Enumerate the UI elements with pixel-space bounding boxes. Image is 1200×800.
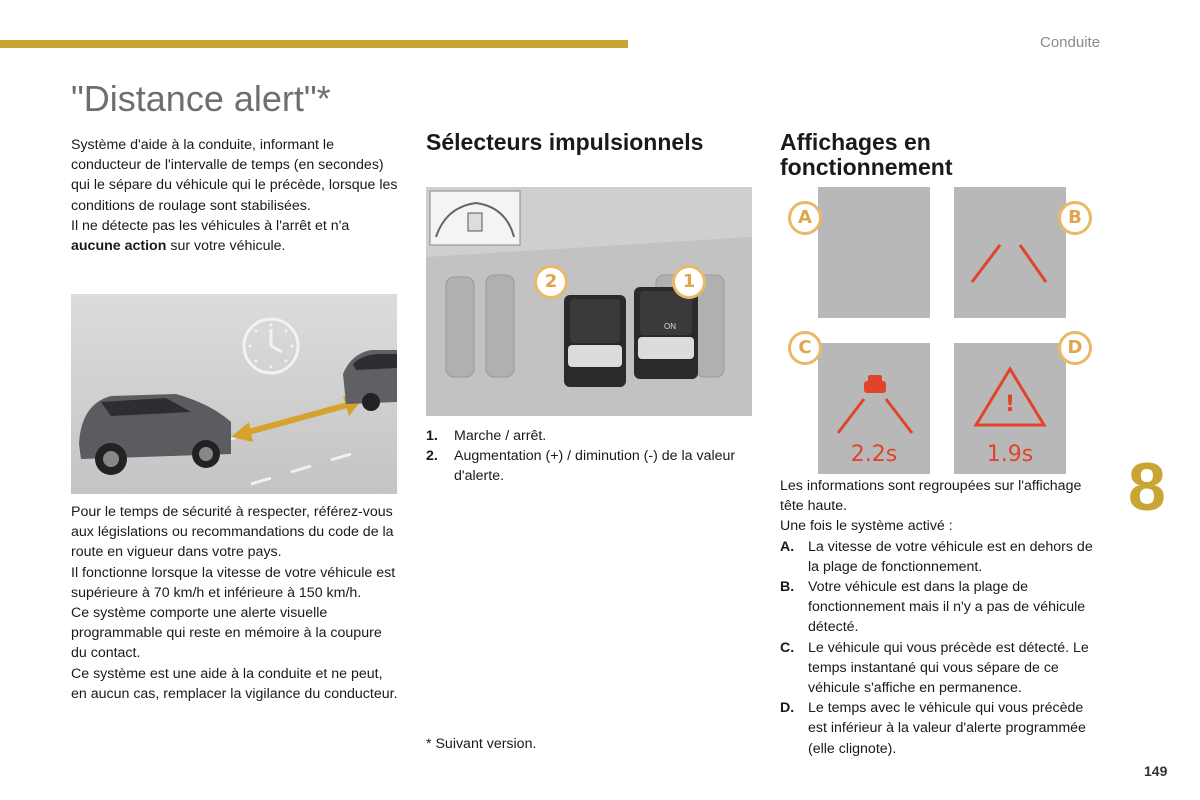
panel-c [818,343,930,474]
list-item: B. Votre véhicule est dans la plage de fonctionnement mais il n'y a pas de véhicule détecté. [780,579,1086,636]
intro-text [71,135,401,256]
panel-a [818,187,930,318]
displays-intro-2: Une fois le système activé : [780,518,953,535]
badge-2: 2 [534,265,568,299]
page-title: "Distance alert"* [71,78,331,119]
list-item: 1. Marche / arrêt. [426,428,547,444]
selectors-list [426,426,736,487]
lane-lines-icon [954,187,1066,318]
displays-text [780,476,1105,759]
button-2-increase-decrease [564,295,626,387]
warning-triangle-icon [976,369,1044,425]
page-number: 149 [1144,763,1168,779]
list-item: 2. Augmentation (+) / diminution (-) de la valeur d'alerte. [426,448,736,485]
displays-heading: Affichages en fonctionnement [780,129,953,180]
displays-intro-1: Les informations sont regroupées sur l'affichage tête haute. [780,478,1082,515]
button-1-on-off [634,287,698,379]
list-item: D. Le temps avec le véhicule qui vous précède est inférieur à la valeur d'alerte programmée (elle clignote). [780,700,1086,757]
selectors-heading: Sélecteurs impulsionnels [426,129,704,155]
header-gold-bar [0,40,628,48]
left-paragraph-3: Ce système comporte une alerte visuelle programmable qui reste en mémoire à la coupure du contact. [71,605,382,662]
time-value-d: 1.9s [986,442,1034,467]
badge-c: C [788,331,822,365]
panel-b [954,187,1066,318]
list-item: A. La vitesse de votre véhicule est en dehors de la plage de fonctionnement. [780,538,1093,575]
intro-paragraph-1: Système d'aide à la conduite, informant le conducteur de l'intervalle de temps (en secondes) qui le sépare du véhicule qui le précède, lorsque les conditions de roulage sont stabilisées. [71,137,398,214]
left-paragraph-1: Pour le temps de sécurité à respecter, référez-vous aux législations ou recommandations du code de la route en vigueur dans votre pays. [71,504,394,561]
left-paragraph-4: Ce système est une aide à la conduite et ne peut, en aucun cas, remplacer la vigilance du conducteur. [71,665,398,702]
dashboard-inset-icon [430,191,520,245]
time-value-c: 2.2s [850,442,898,467]
bold-no-action: aucune action [71,238,167,255]
distance-illustration [71,294,397,494]
left-paragraph-2: Il fonctionne lorsque la vitesse de votre véhicule est supérieure à 70 km/h et inférieure à 150 km/h. [71,564,396,601]
badge-a: A [788,201,822,235]
car-ahead-icon [864,375,886,393]
badge-d: D [1058,331,1092,365]
left-body-text [71,502,401,704]
chapter-number: 8 [1128,449,1166,525]
badge-b: B [1058,201,1092,235]
display-panels [780,187,1100,477]
on-label: ON [664,322,676,331]
section-label: Conduite [1040,34,1101,51]
badge-1: 1 [672,265,706,299]
intro-paragraph-2: Il ne détecte pas les véhicules à l'arrêt et n'a aucune action sur votre véhicule. [71,217,350,255]
list-item: C. Le véhicule qui vous précède est détecté. Le temps instantané qui vous sépare de ce véhicule s'affiche en permanence. [780,639,1089,697]
selector-buttons-illustration [426,187,752,416]
svg-text:!: ! [1004,392,1016,417]
panel-d [954,343,1066,474]
footnote: * Suivant version. [426,736,537,752]
